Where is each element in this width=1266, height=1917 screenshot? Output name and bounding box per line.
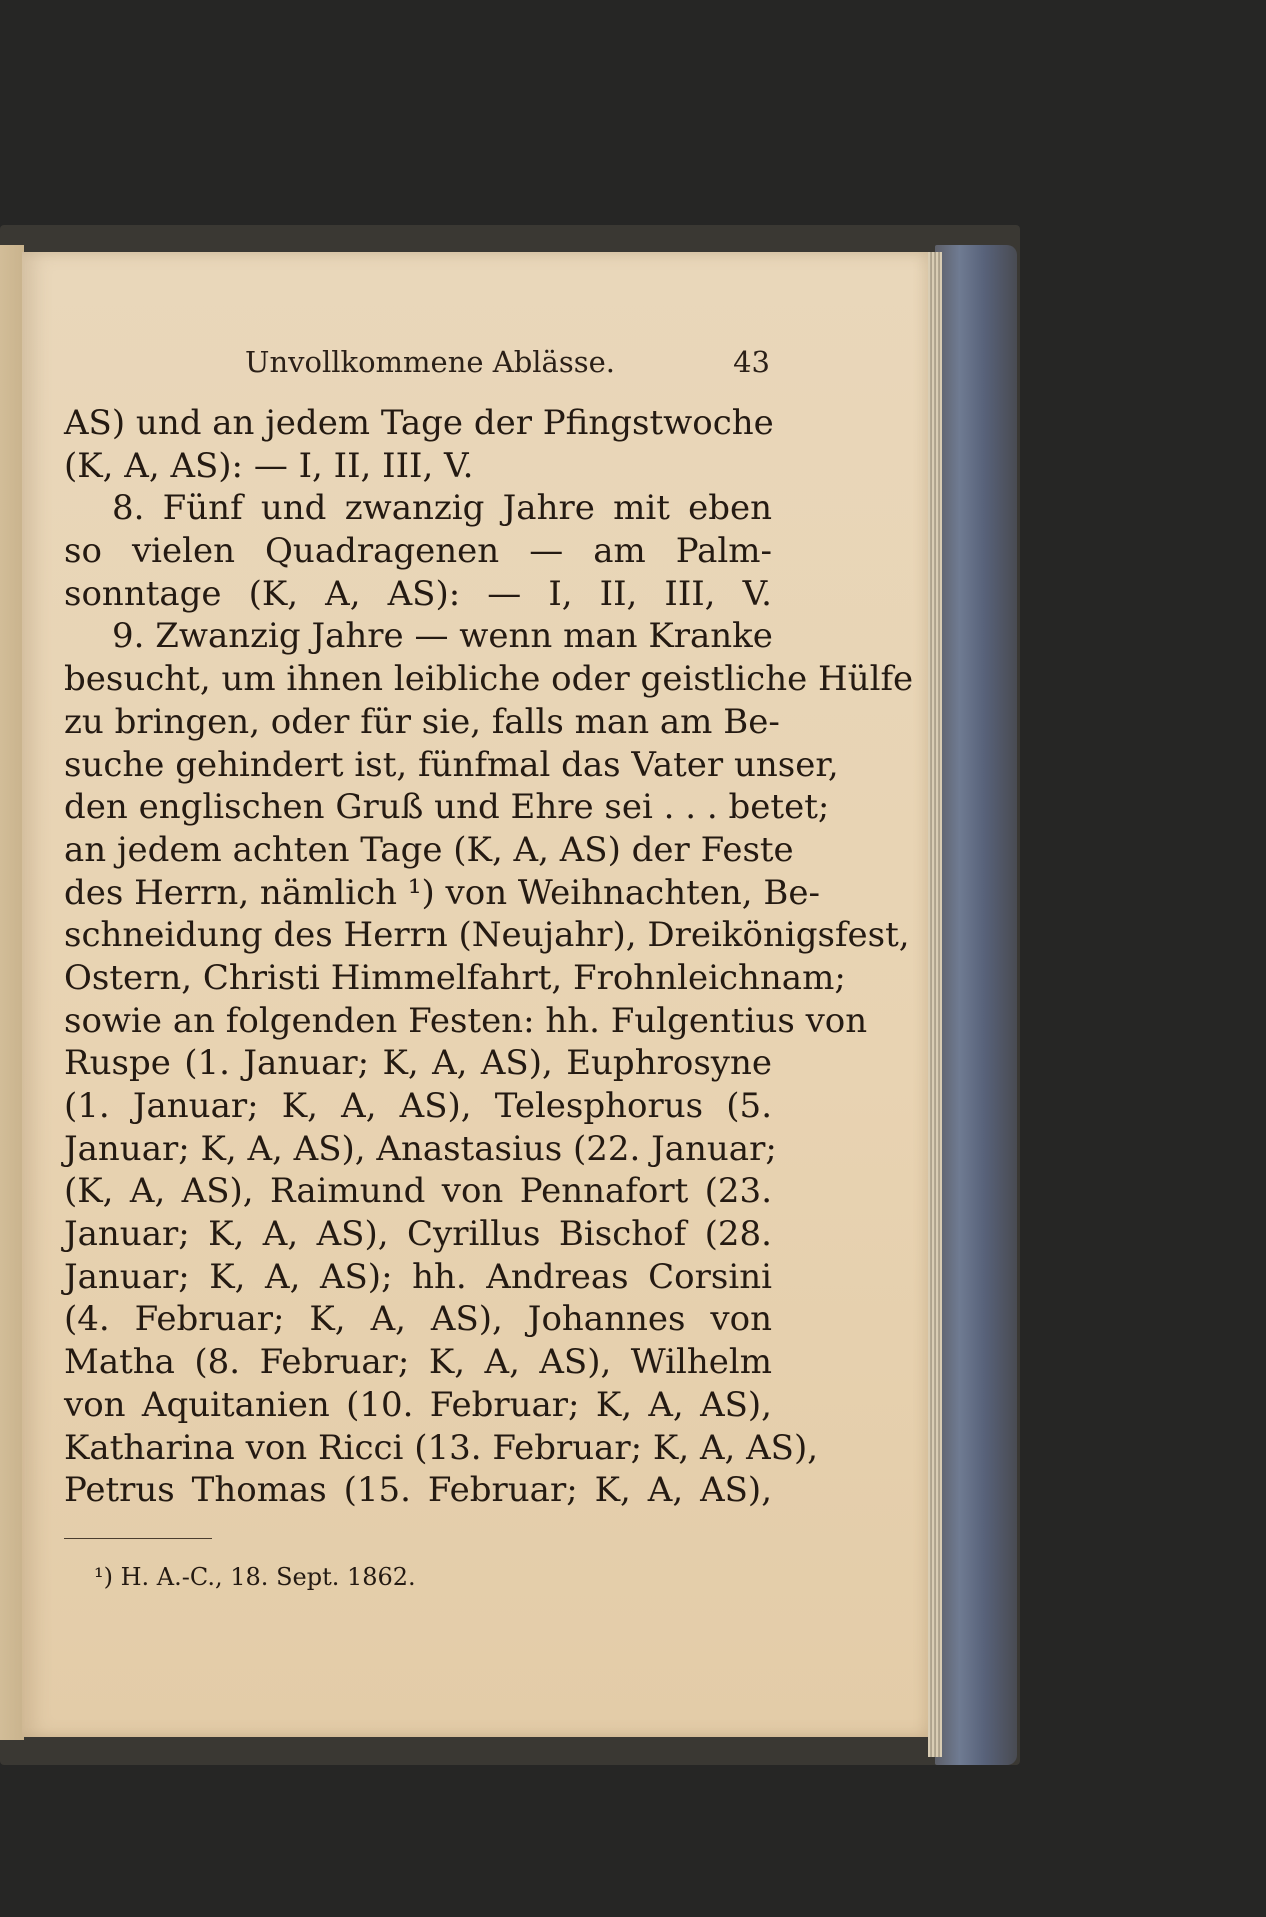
text-line: Katharina von Ricci (13. Februar; K, A, AS), <box>64 1427 819 1468</box>
page-block-edge <box>928 252 942 1757</box>
text-line: Januar; K, A, AS), Anastasius (22. Januar; <box>64 1128 777 1169</box>
text-line: Petrus Thomas (15. Februar; K, A, AS), <box>64 1470 772 1511</box>
footnote: ¹) H. A.-C., 18. Sept. 1862. <box>94 1563 416 1591</box>
text-line: den englischen Gruß und Ehre sei . . . betet; <box>64 787 830 828</box>
text-line: 8. Fünf und zwanzig Jahre mit eben <box>112 488 772 529</box>
running-header <box>245 342 770 382</box>
footnote-divider <box>64 1538 212 1539</box>
body-text <box>64 402 914 1512</box>
text-line: Januar; K, A, AS); hh. Andreas Corsini <box>64 1256 772 1297</box>
text-line: an jedem achten Tage (K, A, AS) der Feste <box>64 829 794 870</box>
text-line: sonntage (K, A, AS): — I, II, III, V. <box>64 573 772 614</box>
running-title: Unvollkommene Ablässe. <box>245 345 615 379</box>
previous-page-edge <box>0 245 24 1740</box>
text-line: AS) und an jedem Tage der Pfingstwoche <box>64 403 774 443</box>
text-line: (K, A, AS): — I, II, III, V. <box>64 445 474 486</box>
text-line: (4. Februar; K, A, AS), Johannes von <box>64 1299 772 1340</box>
text-line: Ruspe (1. Januar; K, A, AS), Euphrosyne <box>64 1043 772 1084</box>
text-line: zu bringen, oder für sie, falls man am Be- <box>64 701 780 742</box>
text-line: 9. Zwanzig Jahre — wenn man Kranke <box>112 616 773 657</box>
page-number: 43 <box>733 345 770 379</box>
text-line: Matha (8. Februar; K, A, AS), Wilhelm <box>64 1342 772 1383</box>
text-line: suche gehindert ist, fünfmal das Vater unser, <box>64 744 839 785</box>
text-line: des Herrn, nämlich ¹) von Weihnachten, Be- <box>64 872 820 913</box>
text-line: besucht, um ihnen leibliche oder geistliche Hülfe <box>64 659 914 700</box>
text-line: Januar; K, A, AS), Cyrillus Bischof (28. <box>64 1214 772 1255</box>
text-line: Ostern, Christi Himmelfahrt, Frohnleichnam; <box>64 957 846 998</box>
text-line: (K, A, AS), Raimund von Pennafort (23. <box>64 1171 772 1212</box>
text-line: so vielen Quadragenen — am Palm- <box>64 531 772 572</box>
text-line: sowie an folgenden Festen: hh. Fulgentius von <box>64 1000 868 1041</box>
text-line: von Aquitanien (10. Februar; K, A, AS), <box>64 1384 772 1425</box>
text-line: schneidung des Herrn (Neujahr), Dreikönigsfest, <box>64 915 910 956</box>
text-line: (1. Januar; K, A, AS), Telesphorus (5. <box>64 1086 772 1126</box>
book-cover-edge <box>935 245 1017 1765</box>
